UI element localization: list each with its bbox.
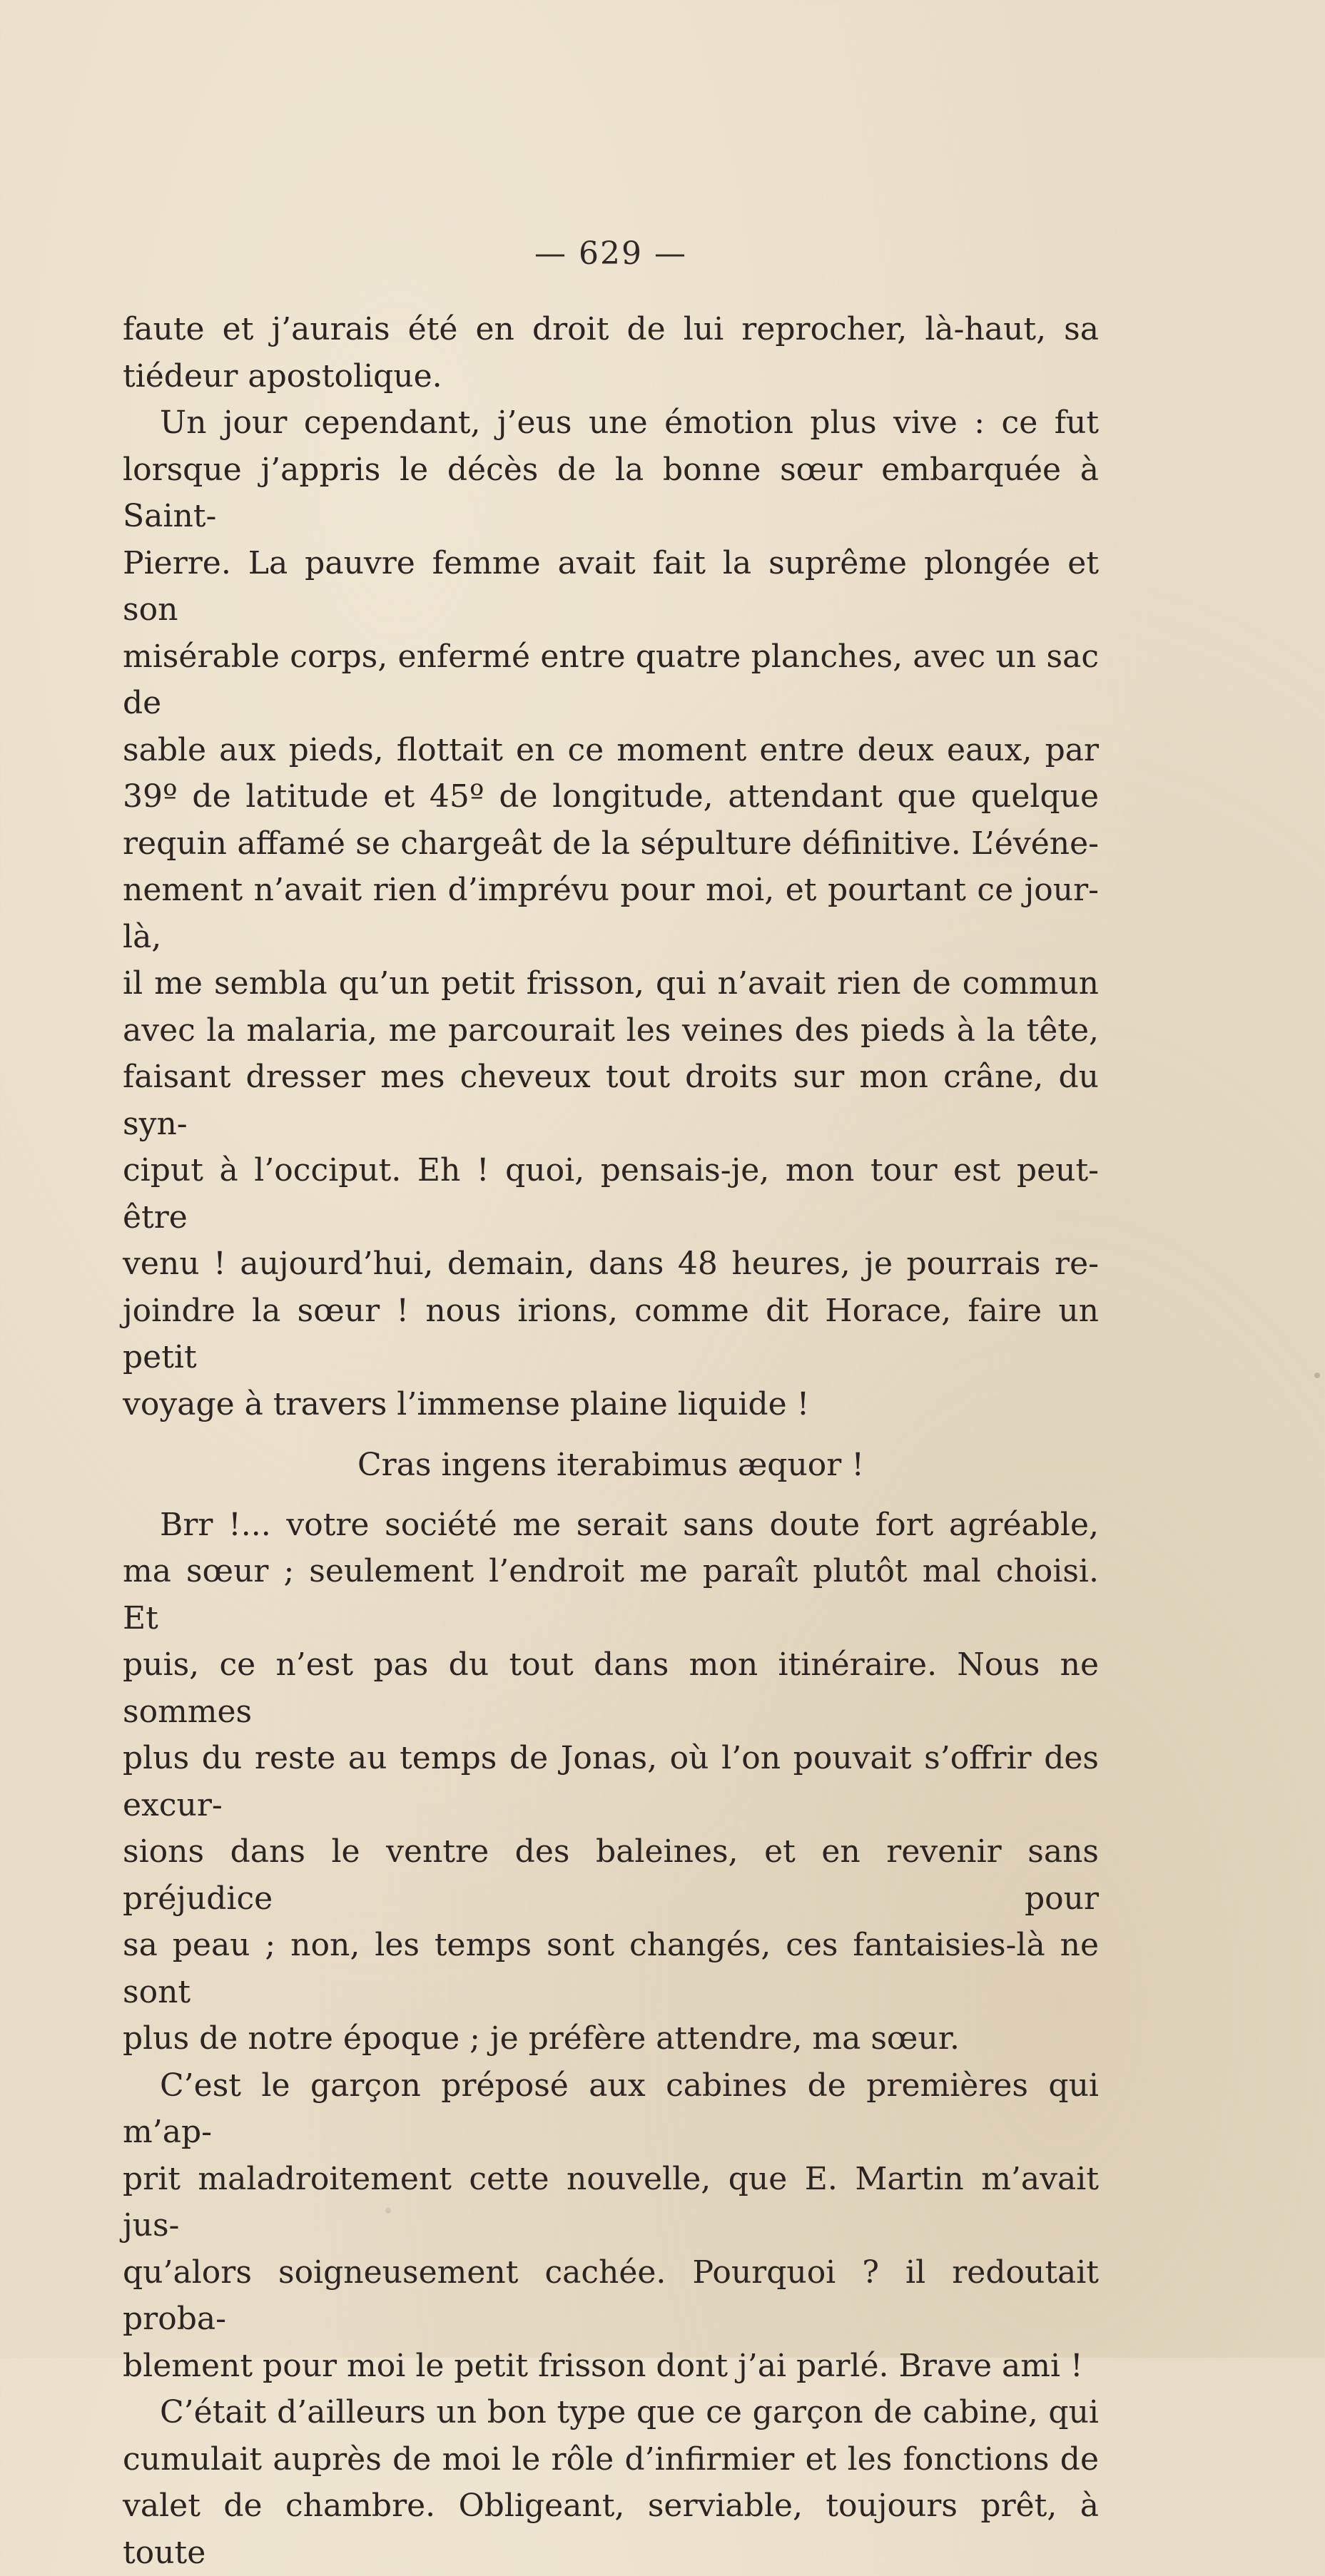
paragraph-5: [123, 2389, 1099, 2576]
text-line: 39º de latitude et 45º de longitude, attendant que quelque: [123, 778, 1099, 815]
text-line: prit maladroitement cette nouvelle, que E. Martin m’avait jus-: [123, 2160, 1099, 2244]
text-line: misérable corps, enfermé entre quatre planches, avec un sac de: [123, 638, 1099, 721]
text-line: faute et j’aurais été en droit de lui reprocher, là-haut, sa: [123, 311, 1099, 347]
text-line: qu’alors soigneusement cachée. Pourquoi ? il redoutait proba-: [123, 2254, 1099, 2337]
text-line: tiédeur apostolique.: [123, 357, 442, 394]
text-line: blement pour moi le petit frisson dont j’ai parlé. Brave ami !: [123, 2347, 1083, 2384]
text-line: voyage à travers l’immense plaine liquide !: [123, 1385, 810, 1422]
paragraph-2: [123, 399, 1099, 1427]
text-line: C’est le garçon préposé aux cabines de premières qui m’ap-: [123, 2067, 1099, 2150]
text-line: sable aux pieds, flottait en ce moment entre deux eaux, par: [123, 731, 1099, 768]
text-line: valet de chambre. Obligeant, serviable, toujours prêt, à toute: [123, 2488, 1099, 2571]
paragraph-4: [123, 2062, 1099, 2390]
text-line: il me sembla qu’un petit frisson, qui n’avait rien de commun: [123, 965, 1099, 1002]
text-line: joindre la sœur ! nous irions, comme dit Horace, faire un petit: [123, 1292, 1099, 1375]
text-line: plus de notre époque ; je préfère attendre, ma sœur.: [123, 2020, 960, 2057]
latin-quote: Cras ingens iterabimus æquor !: [357, 1447, 864, 1483]
text-line: venu ! aujourd’hui, demain, dans 48 heures, je pourrais re-: [123, 1246, 1099, 1282]
text-line: sa peau ; non, les temps sont changés, ces fantaisies-là ne sont: [123, 1927, 1099, 2010]
paragraph-3: [123, 1502, 1099, 2062]
text-line: avec la malaria, me parcourait les veines des pieds à la tête,: [123, 1012, 1099, 1049]
text-line: C’était d’ailleurs un bon type que ce garçon de cabine, qui: [160, 2394, 1099, 2430]
text-line: plus du reste au temps de Jonas, où l’on pouvait s’offrir des excur-: [123, 1740, 1099, 1823]
text-line: sions dans le ventre des baleines, et en revenir sans préjudice pour: [123, 1833, 1099, 1917]
text-line: ciput à l’occiput. Eh ! quoi, pensais-je, mon tour est peut-être: [123, 1152, 1099, 1236]
text-line: cumulait auprès de moi le rôle d’infirmier et les fonctions de: [123, 2440, 1099, 2478]
text-block: [123, 235, 1099, 2576]
text-line: Pierre. La pauvre femme avait fait la suprême plongée et son: [123, 544, 1099, 628]
text-line: Brr !... votre société me serait sans doute fort agréable,: [160, 1506, 1099, 1543]
text-line: requin affamé se chargeât de la sépulture définitive. L’événe-: [123, 825, 1099, 862]
text-line: faisant dresser mes cheveux tout droits sur mon crâne, du syn-: [123, 1059, 1099, 1142]
page-number: — 629 —: [534, 235, 687, 272]
text-line: puis, ce n’est pas du tout dans mon itinéraire. Nous ne sommes: [123, 1646, 1099, 1730]
paragraph-1: [123, 306, 1099, 399]
text-line: ma sœur ; seulement l’endroit me paraît plutôt mal choisi. Et: [123, 1553, 1099, 1636]
text-line: lorsque j’appris le décès de la bonne sœur embarquée à Saint-: [123, 451, 1099, 534]
paper-speck: [1314, 1373, 1320, 1378]
text-line: nement n’avait rien d’imprévu pour moi, et pourtant ce jour-là,: [123, 872, 1099, 955]
text-line: Un jour cependant, j’eus une émotion plus vive : ce fut: [160, 404, 1099, 441]
